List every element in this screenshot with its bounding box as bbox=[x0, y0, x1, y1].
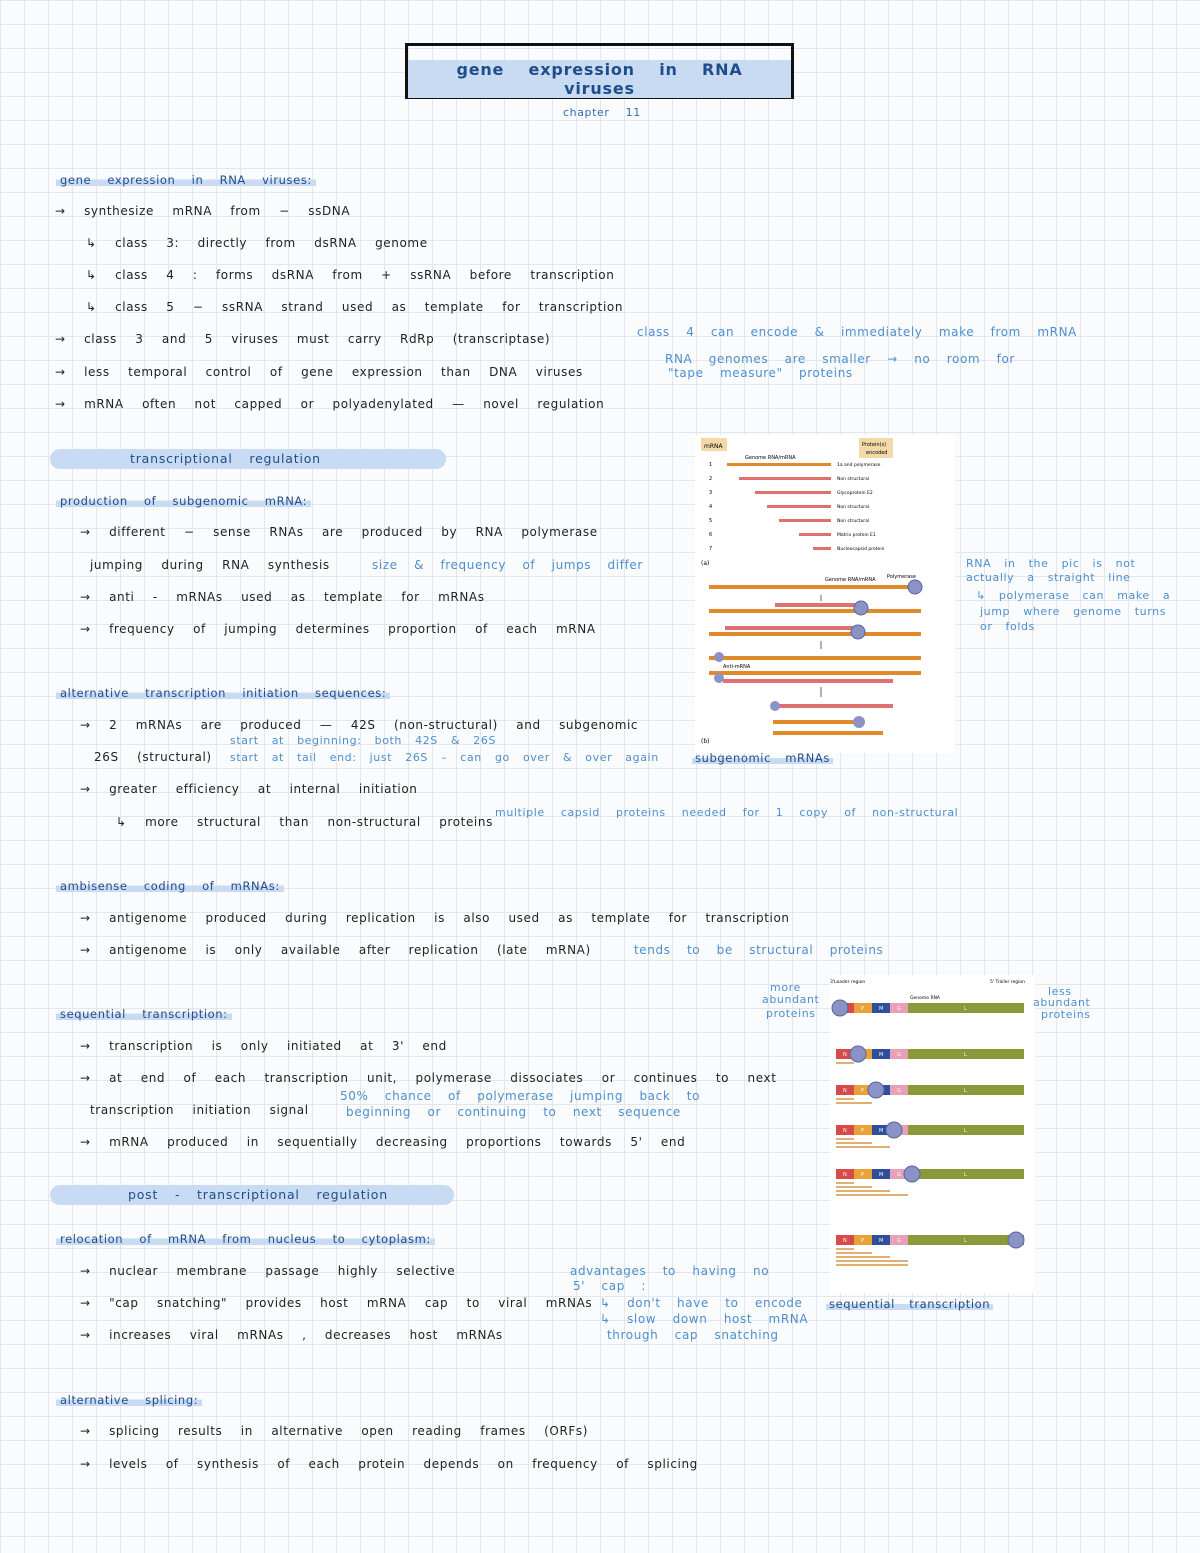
more-abundant-note: more bbox=[770, 981, 801, 994]
fig1-mrna-bar bbox=[727, 463, 831, 466]
fig2-transcript bbox=[836, 1138, 854, 1140]
fig2-transcript bbox=[836, 1260, 908, 1262]
text-line: ↳ class 4 : forms dsRNA from + ssRNA before transcription bbox=[86, 268, 615, 282]
fig1-label-a: (a) bbox=[701, 560, 710, 567]
text-line: → "cap snatching" provides host mRNA cap to viral mRNAs bbox=[80, 1296, 593, 1310]
fig2-gene-label: L bbox=[964, 1238, 967, 1244]
text-line: → anti - mRNAs used as template for mRNAs bbox=[80, 590, 485, 604]
fig1-mrna-bar bbox=[739, 477, 831, 480]
margin-note: size & frequency of jumps differ bbox=[372, 558, 643, 572]
section-band-post-transcriptional bbox=[50, 1185, 454, 1205]
fig1-protein-label: Matrix protein E1 bbox=[837, 533, 876, 538]
more-abundant-note: proteins bbox=[766, 1007, 816, 1020]
fig1-mrna-bar bbox=[755, 491, 831, 494]
fig2-polymerase bbox=[1008, 1232, 1024, 1248]
text-line: → splicing results in alternative open reading frames (ORFs) bbox=[80, 1424, 589, 1438]
margin-note: start at beginning: both 42S & 26S bbox=[230, 734, 497, 747]
fig2-gene-label: P bbox=[861, 1006, 865, 1012]
margin-note: or folds bbox=[980, 620, 1035, 633]
margin-note: "tape measure" proteins bbox=[668, 366, 853, 380]
margin-note: through cap snatching bbox=[607, 1328, 779, 1342]
fig2-gene-label: M bbox=[879, 1128, 884, 1134]
fig2-genome-label: Genome RNA bbox=[910, 996, 941, 1001]
fig2-gene-label: P bbox=[861, 1088, 865, 1094]
less-abundant-note: abundant bbox=[1033, 996, 1091, 1009]
text-line: → 2 mRNAs are produced — 42S (non-structural) and subgenomic bbox=[80, 718, 639, 732]
text-line: → less temporal control of gene expression than DNA viruses bbox=[55, 365, 583, 379]
text-line: ↳ class 3: directly from dsRNA genome bbox=[86, 236, 428, 250]
section-heading-alternative-initiation: alternative transcription initiation sequences: bbox=[56, 686, 390, 700]
fig2-polymerase bbox=[868, 1082, 884, 1098]
margin-note: jump where genome turns bbox=[980, 605, 1167, 618]
margin-note: actually a straight line bbox=[966, 571, 1131, 584]
fig2-gene-label: M bbox=[879, 1006, 884, 1012]
fig1-row-number: 7 bbox=[709, 546, 713, 552]
text-line: → greater efficiency at internal initiation bbox=[80, 782, 418, 796]
text-line: → frequency of jumping determines proportion of each mRNA bbox=[80, 622, 596, 636]
margin-note: tends to be structural proteins bbox=[634, 943, 884, 957]
fig1-protein-label: Non structural bbox=[837, 505, 870, 510]
text-line: ↳ more structural than non-structural proteins bbox=[116, 815, 493, 829]
fig1-mrna-bar bbox=[779, 519, 831, 522]
fig2-transcript bbox=[836, 1256, 890, 1258]
fig2-transcript bbox=[836, 1182, 854, 1184]
section-heading-subgenomic: production of subgenomic mRNA: bbox=[56, 494, 311, 508]
fig2-polymerase bbox=[904, 1166, 920, 1182]
fig2-gene-label: P bbox=[861, 1128, 865, 1134]
fig2-transcript bbox=[836, 1142, 872, 1144]
fig1b-genome-label: Genome RNA/mRNA bbox=[825, 577, 876, 583]
fig2-leader3: 3'Leader region bbox=[830, 980, 866, 985]
fig2-leader5: 5' Trailer region bbox=[990, 980, 1026, 985]
fig2-gene-label: N bbox=[843, 1172, 847, 1178]
fig1-mrna-bar bbox=[767, 505, 831, 508]
text-line: → increases viral mRNAs , decreases host mRNAs bbox=[80, 1328, 503, 1342]
margin-note: ↳ don't have to encode bbox=[600, 1296, 803, 1310]
fig2-transcript bbox=[836, 1102, 872, 1104]
fig1-caption: subgenomic mRNAs bbox=[692, 751, 833, 765]
sequential-transcription-figure bbox=[830, 975, 1035, 1300]
fig2-gene-label: L bbox=[964, 1172, 967, 1178]
text-line: → transcription is only initiated at 3' end bbox=[80, 1039, 447, 1053]
fig2-polymerase bbox=[850, 1046, 866, 1062]
fig2-gene-label: L bbox=[964, 1128, 967, 1134]
fig2-gene-label: N bbox=[843, 1052, 847, 1058]
fig2-gene-label: G bbox=[897, 1088, 901, 1094]
more-abundant-note: abundant bbox=[762, 993, 820, 1006]
margin-note: class 4 can encode & immediately make from mRNA bbox=[637, 325, 1077, 339]
fig2-transcript bbox=[836, 1264, 908, 1266]
fig2-caption: sequential transcription bbox=[826, 1297, 993, 1311]
margin-note: multiple capsid proteins needed for 1 copy of non-structural bbox=[495, 806, 959, 819]
fig1-protein-label: Nucleocapsid protein bbox=[837, 547, 885, 552]
fig1-protein-label: 1a and polymerase bbox=[837, 463, 881, 468]
fig2-gene-label: G bbox=[897, 1052, 901, 1058]
text-line: 26S (structural) bbox=[94, 750, 212, 764]
section-heading-splicing: alternative splicing: bbox=[56, 1393, 202, 1407]
fig1b-anti-label: Anti-mRNA bbox=[723, 664, 751, 670]
margin-note: beginning or continuing to next sequence bbox=[346, 1105, 681, 1119]
text-line: → mRNA often not capped or polyadenylated — novel regulation bbox=[55, 397, 605, 411]
fig2-transcript bbox=[836, 1186, 872, 1188]
margin-note: 5' cap : bbox=[573, 1279, 646, 1293]
fig1-protein-label: Glycoprotein E2 bbox=[837, 491, 873, 496]
less-abundant-note: proteins bbox=[1041, 1008, 1091, 1021]
fig2-transcript bbox=[836, 1062, 854, 1064]
fig2-transcript bbox=[836, 1248, 854, 1250]
fig1-row-number: 2 bbox=[709, 476, 713, 482]
fig2-polymerase bbox=[886, 1122, 902, 1138]
fig1-row-number: 4 bbox=[709, 504, 713, 510]
text-line: → synthesize mRNA from − ssDNA bbox=[55, 204, 351, 218]
fig2-transcript bbox=[836, 1194, 908, 1196]
text-line: → antigenome produced during replication is also used as template for transcription bbox=[80, 911, 790, 925]
fig2-gene-label: P bbox=[861, 1238, 865, 1244]
margin-note: ↳ polymerase can make a bbox=[976, 589, 1171, 602]
text-line: → at end of each transcription unit, polymerase dissociates or continues to next bbox=[80, 1071, 777, 1085]
fig1-col-protein: Protein(s) bbox=[862, 442, 887, 448]
fig2-polymerase bbox=[832, 1000, 848, 1016]
section-band-transcriptional-regulation bbox=[50, 449, 446, 469]
fig1-protein-label: Non structural bbox=[837, 477, 870, 482]
fig2-transcript bbox=[836, 1098, 854, 1100]
margin-note: RNA genomes are smaller → no room for bbox=[665, 352, 1015, 366]
text-line: → class 3 and 5 viruses must carry RdRp (transcriptase) bbox=[55, 332, 551, 346]
text-line: ↳ class 5 − ssRNA strand used as template for transcription bbox=[86, 300, 624, 314]
fig2-transcript bbox=[836, 1190, 890, 1192]
fig2-gene-label: N bbox=[843, 1128, 847, 1134]
text-line: transcription initiation signal bbox=[90, 1103, 309, 1117]
fig1-row-number: 3 bbox=[709, 490, 713, 496]
text-line: → nuclear membrane passage highly selective bbox=[80, 1264, 456, 1278]
fig1-label-b: (b) bbox=[701, 738, 710, 745]
title-box bbox=[405, 43, 794, 99]
fig2-transcript bbox=[836, 1146, 890, 1148]
band-label: transcriptional regulation bbox=[130, 451, 321, 466]
fig2-gene-label: P bbox=[861, 1172, 865, 1178]
text-line: → different − sense RNAs are produced by RNA polymerase bbox=[80, 525, 598, 539]
fig2-gene-label: G bbox=[897, 1006, 901, 1012]
fig2-gene-label: M bbox=[879, 1172, 884, 1178]
fig1-row-number: 6 bbox=[709, 532, 713, 538]
band-label: post - transcriptional regulation bbox=[128, 1187, 388, 1202]
section-heading-sequential: sequential transcription: bbox=[56, 1007, 232, 1021]
fig1-row-number: 1 bbox=[709, 462, 713, 468]
margin-note: start at tail end: just 26S – can go over & over again bbox=[230, 751, 659, 764]
less-abundant-note: less bbox=[1048, 985, 1072, 998]
fig2-gene-label: N bbox=[843, 1088, 847, 1094]
fig1-mrna-bar bbox=[799, 533, 831, 536]
text-line: jumping during RNA synthesis bbox=[90, 558, 330, 572]
fig2-gene-label: L bbox=[964, 1006, 967, 1012]
fig2-gene-label: M bbox=[879, 1052, 884, 1058]
chapter-label: chapter 11 bbox=[563, 106, 641, 119]
fig1b-polymerase-label: Polymerase bbox=[887, 574, 916, 580]
margin-note: ↳ slow down host mRNA bbox=[600, 1312, 809, 1326]
fig2-gene-label: L bbox=[964, 1088, 967, 1094]
page-title: gene expression in RNA viruses bbox=[408, 60, 791, 98]
fig1-col-mrna: mRNA bbox=[704, 443, 723, 450]
fig2-transcript bbox=[836, 1252, 872, 1254]
section-heading-gene-expression: gene expression in RNA viruses: bbox=[56, 173, 316, 187]
fig2-gene-label: G bbox=[897, 1172, 901, 1178]
margin-note: RNA in the pic is not bbox=[966, 557, 1136, 570]
section-heading-relocation: relocation of mRNA from nucleus to cytoplasm: bbox=[56, 1232, 435, 1246]
fig2-gene-label: G bbox=[897, 1238, 901, 1244]
text-line: → levels of synthesis of each protein depends on frequency of splicing bbox=[80, 1457, 698, 1471]
fig2-gene-label: L bbox=[964, 1052, 967, 1058]
fig2-gene-label: M bbox=[879, 1238, 884, 1244]
margin-note: 50% chance of polymerase jumping back to bbox=[340, 1089, 701, 1103]
fig1-col-encoded: encoded bbox=[866, 450, 888, 456]
subgenomic-mrna-figure bbox=[695, 435, 955, 765]
fig1-mrna-bar bbox=[813, 547, 831, 550]
fig1-col-genome: Genome RNA/mRNA bbox=[745, 455, 796, 461]
fig2-gene-label: N bbox=[843, 1238, 847, 1244]
fig1-row-number: 5 bbox=[709, 518, 713, 524]
margin-note: advantages to having no bbox=[570, 1264, 770, 1278]
text-line: → antigenome is only available after replication (late mRNA) bbox=[80, 943, 591, 957]
section-heading-ambisense: ambisense coding of mRNAs: bbox=[56, 879, 284, 893]
text-line: → mRNA produced in sequentially decreasing proportions towards 5' end bbox=[80, 1135, 686, 1149]
fig1-protein-label: Non structural bbox=[837, 519, 870, 524]
